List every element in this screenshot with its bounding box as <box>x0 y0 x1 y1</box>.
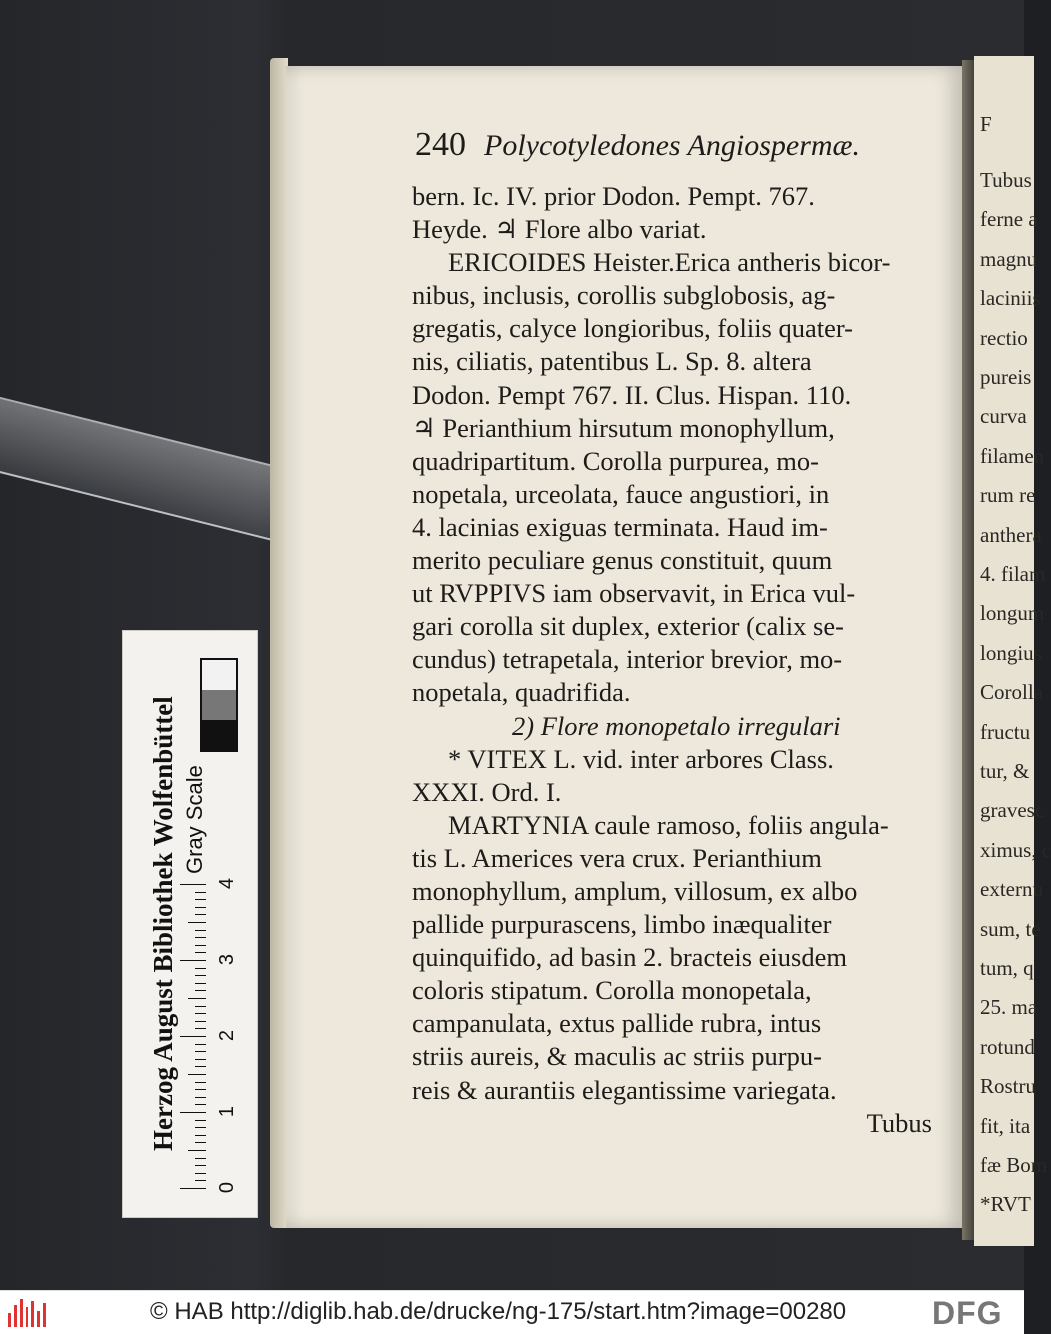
right-page-fragment: magnu <box>980 246 1038 271</box>
right-page-fragment: longius <box>980 640 1042 665</box>
gray-scale-label: Gray Scale <box>182 765 207 875</box>
ruler-tick <box>195 1097 206 1098</box>
ruler-tick-label: 3 <box>216 953 239 966</box>
right-page-fragment: pureis <box>980 365 1032 389</box>
text-line: * VITEX L. vid. inter arbores Class. <box>448 743 834 774</box>
text-line: 4. lacinias exiguas terminata. Haud im- <box>412 511 828 542</box>
ruler-tick <box>195 930 206 931</box>
ruler-tick <box>188 1074 206 1075</box>
right-page-fragment: externu <box>980 877 1043 902</box>
book-page-right <box>974 56 1051 1246</box>
ruler-tick-label: 2 <box>216 1029 239 1042</box>
ruler-tick <box>195 1028 206 1029</box>
ruler-tick <box>195 892 206 893</box>
ruler-tick <box>195 1127 206 1128</box>
ruler-tick <box>195 975 206 976</box>
ruler-tick <box>195 899 206 900</box>
ruler-tick <box>195 1142 206 1143</box>
right-page-fragment: ferne a <box>980 207 1038 232</box>
right-page-fragment: rectio <box>980 325 1028 350</box>
right-page-fragment: ximus, c <box>980 837 1051 862</box>
right-page-fragment: Tubus <box>980 168 1032 192</box>
text-line: striis aureis, & maculis ac striis purpu- <box>412 1041 822 1072</box>
right-page-fragment: laciniis <box>980 286 1041 311</box>
ruler-tick <box>195 1104 206 1105</box>
text-line: nopetala, urceolata, fauce angustiori, in <box>412 478 830 509</box>
text-line: nis, ciliatis, patentibus L. Sp. 8. altera <box>412 346 812 377</box>
ruler-tick-label: 0 <box>216 1181 239 1194</box>
text-line: gregatis, calyce longioribus, foliis quater- <box>412 313 854 344</box>
right-page-fragment: sum, te <box>980 916 1041 941</box>
text-line: ♃ Perianthium hirsutum monophyllum, <box>412 412 835 443</box>
right-page-fragment: gravesc <box>980 798 1045 823</box>
right-page-fragment: filamen <box>980 443 1045 468</box>
text-line: tis L. Americes vera crux. Perianthium <box>412 842 822 873</box>
ruler-tick <box>195 1021 206 1022</box>
ruler-tick <box>195 1120 206 1121</box>
ruler-tick <box>195 1180 206 1181</box>
right-page-fragment: curva <box>980 404 1027 429</box>
text-line: coloris stipatum. Corolla monopetala, <box>412 975 812 1006</box>
gray-scale-swatches <box>200 658 238 752</box>
gray-swatch <box>202 660 236 690</box>
ruler-tick <box>195 968 206 969</box>
ruler-tick <box>195 937 206 938</box>
dfg-logo: DFG <box>932 1295 1003 1331</box>
running-title: Polycotyledones Angiospermæ. <box>484 129 861 162</box>
ruler-title: Herzog August Bibliothek Wolfenbüttel <box>148 696 178 1152</box>
ruler-tick <box>188 922 206 923</box>
right-page-fragment: Rostru <box>980 1074 1037 1099</box>
ruler-tick <box>195 1158 206 1159</box>
page-header <box>415 126 935 164</box>
text-line: nopetala, quadrifida. <box>412 677 631 708</box>
page-number: 240 <box>415 126 466 163</box>
right-page-fragment: tur, & <box>980 759 1030 783</box>
ruler-tick <box>195 945 206 946</box>
text-line: reis & aurantiis elegantissime variegata. <box>412 1074 837 1105</box>
ruler-tick <box>195 914 206 915</box>
right-page-fragment: tum, q <box>980 956 1034 980</box>
ruler-tick <box>195 1006 206 1007</box>
text-line: Heyde. ♃ Flore albo variat. <box>412 214 707 245</box>
right-page-fragment: rotund <box>980 1034 1035 1059</box>
ruler-tick <box>195 1089 206 1090</box>
text-line: bern. Ic. IV. prior Dodon. Pempt. 767. <box>412 181 815 211</box>
gray-swatch <box>202 720 236 750</box>
ruler-tick-label: 1 <box>216 1105 239 1118</box>
ruler-tick <box>180 1112 206 1113</box>
text-line: Dodon. Pempt 767. II. Clus. Hispan. 110. <box>412 379 852 410</box>
right-page-fragment: 25. ma <box>980 995 1038 1020</box>
ruler-tick <box>195 1013 206 1014</box>
ruler-ticks <box>176 868 239 1198</box>
ruler-tick <box>188 998 206 999</box>
text-line: gari corolla sit duplex, exterior (calix se- <box>412 611 844 642</box>
ruler-tick <box>195 1044 206 1045</box>
ruler-tick <box>195 983 206 984</box>
footer-bar <box>0 1290 1024 1334</box>
ruler-tick <box>195 952 206 953</box>
text-line: ut RVPPIVS iam observavit, in Erica vul- <box>412 578 856 609</box>
ruler-tick <box>195 1066 206 1067</box>
right-page-fragment: fructu <box>980 719 1031 744</box>
text-line: monophyllum, amplum, villosum, ex albo <box>412 875 858 906</box>
right-page-fragment: longum <box>980 601 1045 626</box>
right-page-fragment: anthera <box>980 522 1042 547</box>
right-page-fragment: rum re <box>980 483 1036 508</box>
ruler-tick <box>195 1173 206 1174</box>
right-page-fragment: F <box>980 112 992 136</box>
ruler-tick <box>195 1165 206 1166</box>
footer-copyright-link[interactable]: © HAB http://diglib.hab.de/drucke/ng-175/start.htm?image=00280 <box>150 1298 847 1325</box>
text-line: ERICOIDES Heister.Erica antheris bicor- <box>448 247 891 278</box>
right-page-fragment: fit, ita <box>980 1113 1031 1138</box>
ruler-tick <box>195 990 206 991</box>
text-line: MARTYNIA caule ramoso, foliis angula- <box>448 809 889 840</box>
right-page-fragment: Corolla <box>980 680 1043 705</box>
right-page-fragment: 4. filam <box>980 562 1046 586</box>
ruler-tick <box>195 907 206 908</box>
text-line: merito peculiare genus constituit, quum <box>412 545 833 576</box>
text-line: XXXI. Ord. I. <box>412 776 562 807</box>
ruler-tick <box>188 1150 206 1151</box>
ruler-tick <box>195 1082 206 1083</box>
ruler-tick <box>195 1051 206 1052</box>
ruler-tick <box>180 1188 206 1189</box>
gray-swatch <box>202 690 236 720</box>
ruler-tick <box>180 1036 206 1037</box>
right-page-fragment: *RVT <box>980 1192 1031 1217</box>
ruler-tick-label: 4 <box>216 877 239 890</box>
text-line: 2) Flore monopetalo irregulari <box>512 710 841 741</box>
right-page-fragment: fæ Bom <box>980 1153 1048 1177</box>
text-line: cundus) tetrapetala, interior brevior, mo- <box>412 644 843 675</box>
hab-logo-icon <box>8 1299 46 1327</box>
ruler-tick <box>195 1135 206 1136</box>
page-body-text <box>412 180 932 1140</box>
text-line: pallide purpurascens, limbo inæqualiter <box>412 909 832 940</box>
text-line: nibus, inclusis, corollis subglobosis, ag- <box>412 280 836 311</box>
text-line: quadripartitum. Corolla purpurea, mo- <box>412 445 819 476</box>
text-line: quinquifido, ad basin 2. bracteis eiusdem <box>412 942 847 973</box>
ruler-tick <box>180 960 206 961</box>
text-line: campanulata, extus pallide rubra, intus <box>412 1008 822 1039</box>
ruler-tick <box>195 1059 206 1060</box>
ruler-tick <box>180 884 206 885</box>
text-line: Tubus <box>866 1107 932 1138</box>
